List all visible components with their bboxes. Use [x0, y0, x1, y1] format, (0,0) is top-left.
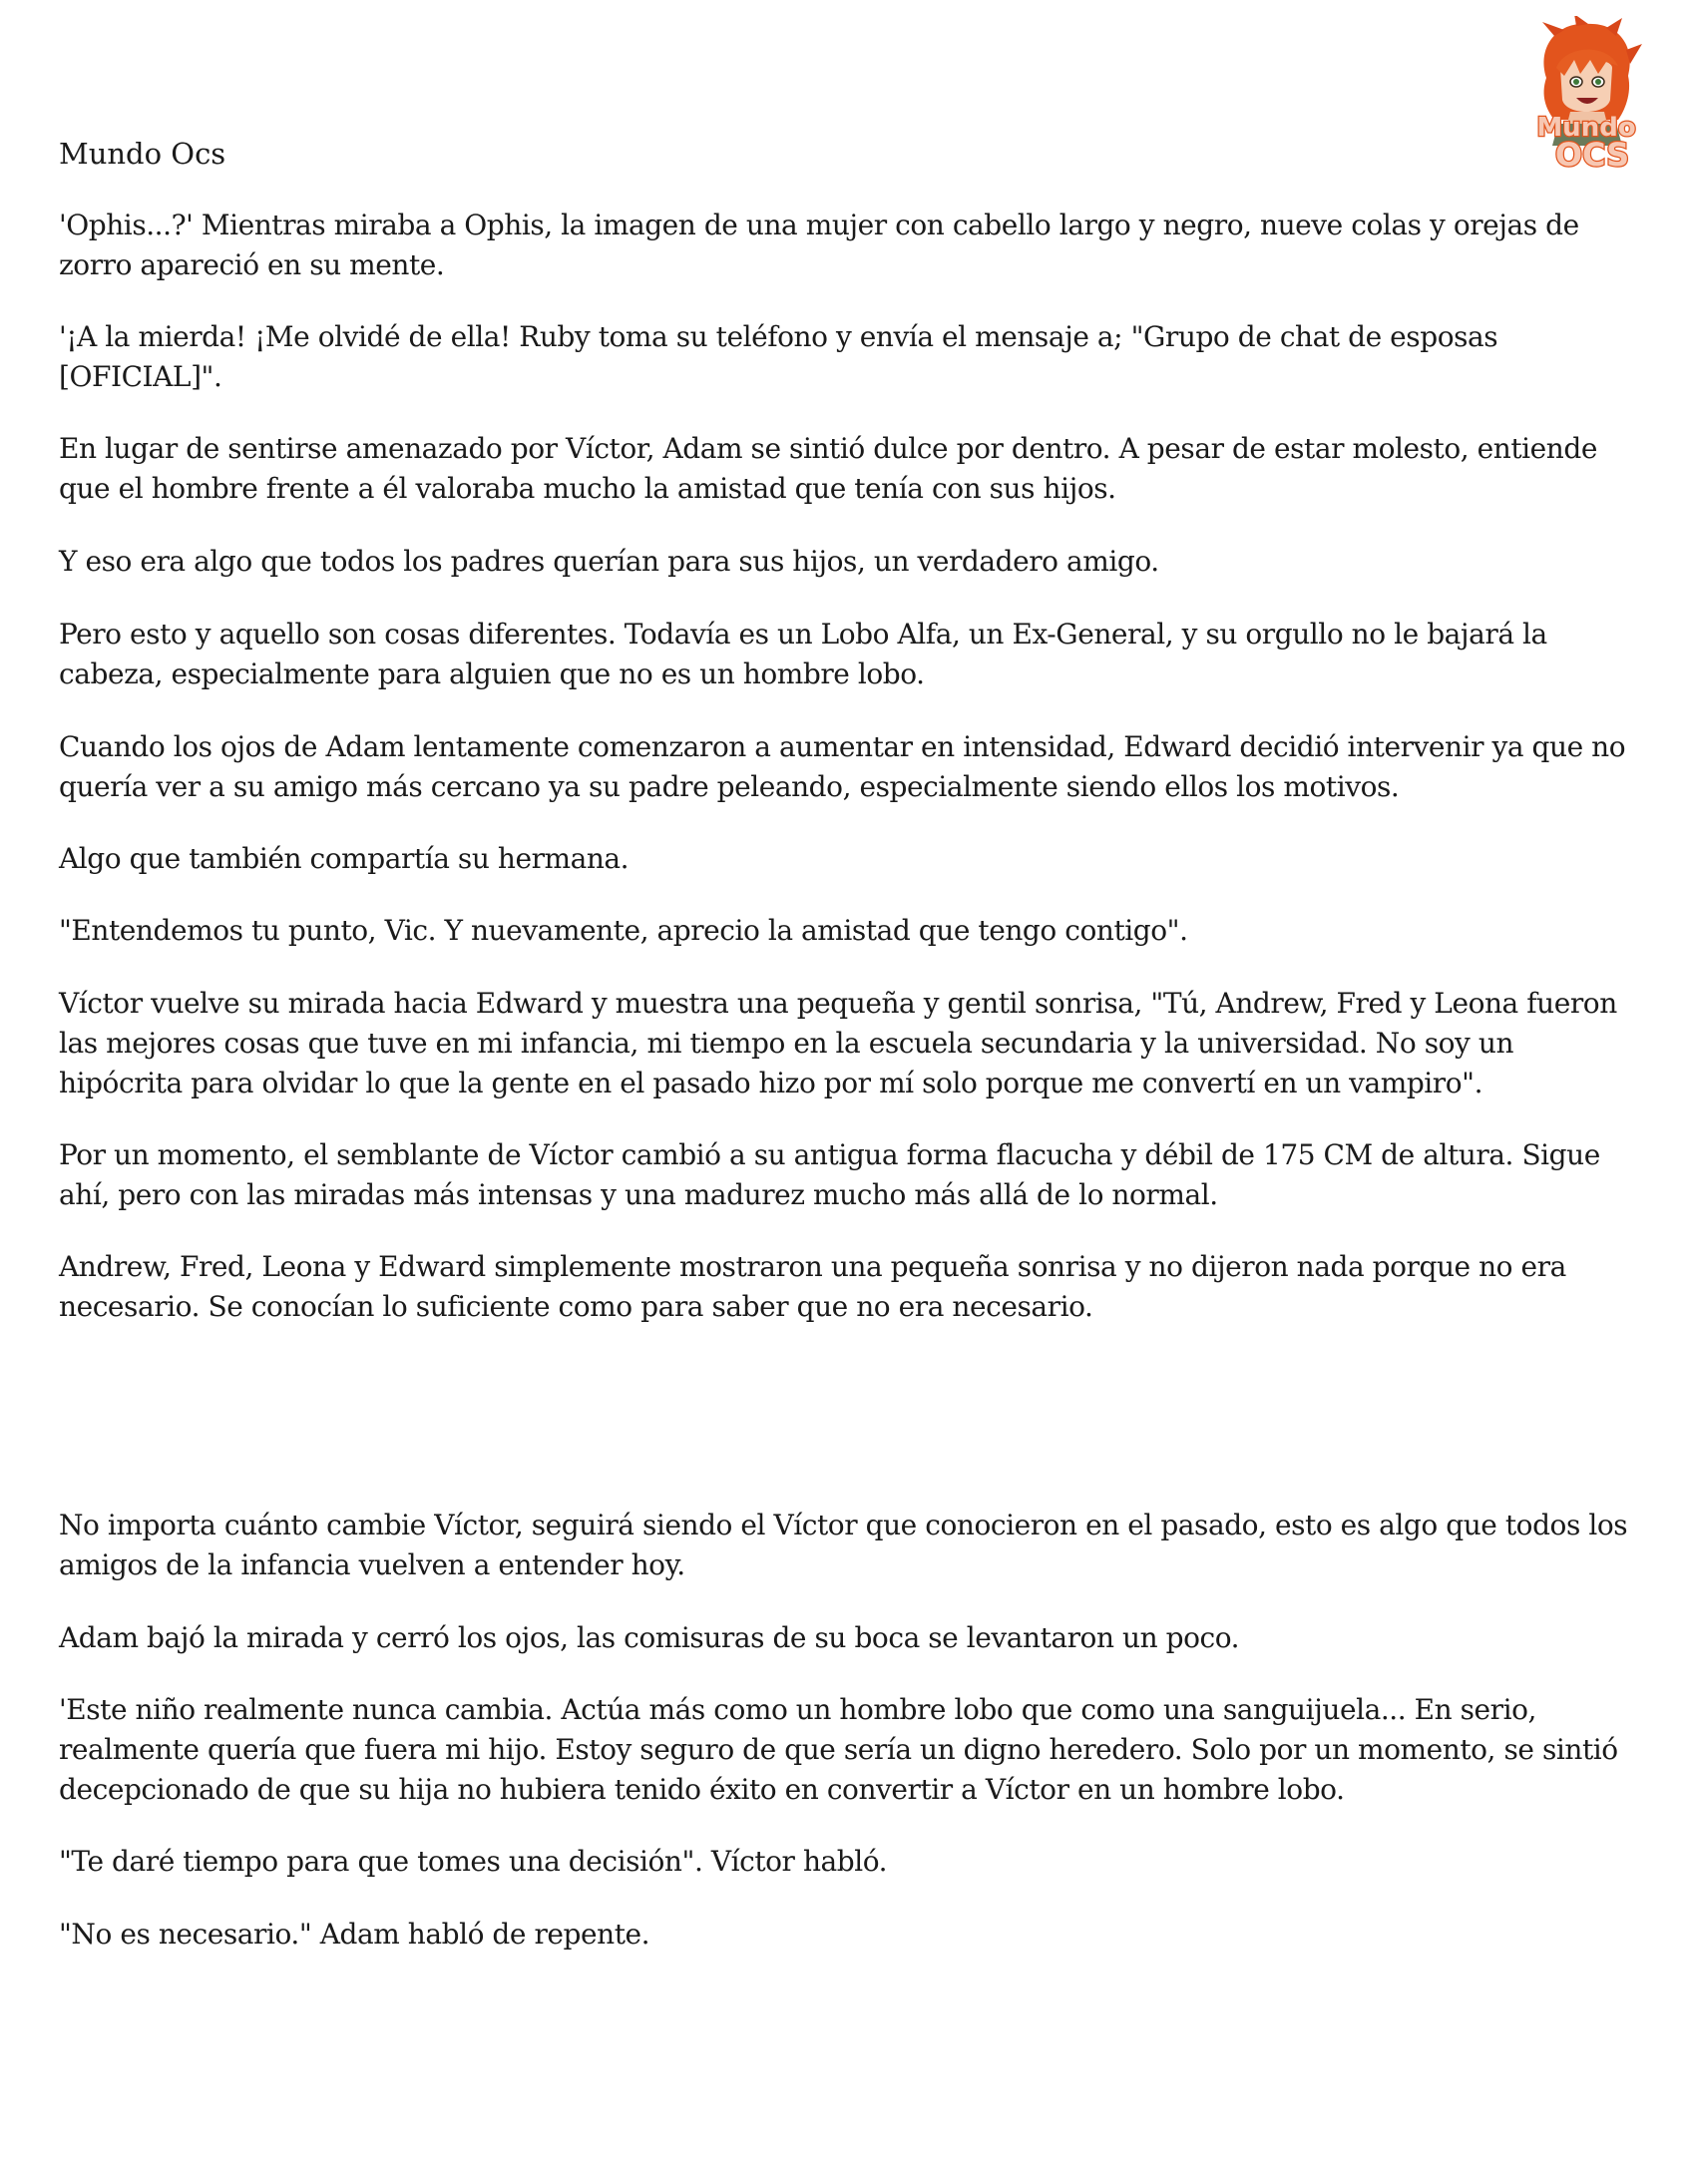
paragraph-5: Pero esto y aquello son cosas diferentes. Todavía es un Lobo Alfa, un Ex-General, y su orgullo no le bajará la cabeza, especialmente para alguien que no es un hombre lobo. [59, 618, 1547, 690]
paragraph-13: Adam bajó la mirada y cerró los ojos, las comisuras de su boca se levantaron un poco. [59, 1621, 1240, 1654]
paragraph-4: Y eso era algo que todos los padres querían para sus hijos, un verdadero amigo. [59, 545, 1159, 578]
paragraph-11: Andrew, Fred, Leona y Edward simplemente mostraron una pequeña sonrisa y no dijeron nada porque no era necesario. Se conocían lo suficiente como para saber que no era necesario. [59, 1250, 1566, 1323]
paragraph-16: "No es necesario." Adam habló de repente. [59, 1918, 650, 1951]
document-title: Mundo Ocs [59, 137, 226, 171]
mundo-ocs-logo [1506, 16, 1666, 176]
paragraph-8: "Entendemos tu punto, Vic. Y nuevamente, aprecio la amistad que tengo contigo". [59, 914, 1188, 947]
paragraph-3: En lugar de sentirse amenazado por Víctor, Adam se sintió dulce por dentro. A pesar de estar molesto, entiende que el hombre frente a él valoraba mucho la amistad que tenía con sus hijos. [59, 432, 1597, 505]
paragraph-14: 'Este niño realmente nunca cambia. Actúa más como un hombre lobo que como una sanguijuela... En serio, realmente quería que fuera mi hijo. Estoy seguro de que sería un digno heredero. Solo por un momento, se sintió decepcionado de que su hija no hubiera tenido éxito en convertir a Víctor en un hombre lobo. [59, 1693, 1618, 1806]
paragraph-1: 'Ophis...?' Mientras miraba a Ophis, la imagen de una mujer con cabello largo y negro, nueve colas y orejas de zorro apareció en su mente. [59, 209, 1579, 281]
paragraph-2: '¡A la mierda! ¡Me olvidé de ella! Ruby toma su teléfono y envía el mensaje a; "Grupo de chat de esposas [OFICIAL]". [59, 320, 1498, 393]
svg-text:OCS: OCS [1554, 136, 1630, 174]
paragraph-6: Cuando los ojos de Adam lentamente comenzaron a aumentar en intensidad, Edward decidió intervenir ya que no quería ver a su amigo más cercano ya su padre peleando, especialmente siendo ellos los motivos. [59, 730, 1626, 803]
paragraph-15: "Te daré tiempo para que tomes una decisión". Víctor habló. [59, 1845, 888, 1878]
svg-text:Mundo: Mundo [1536, 113, 1636, 143]
paragraph-9: Víctor vuelve su mirada hacia Edward y muestra una pequeña y gentil sonrisa, "Tú, Andrew, Fred y Leona fueron las mejores cosas que tuve en mi infancia, mi tiempo en la escuela secundaria y la universidad. No soy un hipócrita para olvidar lo que la gente en el pasado hizo por mí solo porque me convertí en un vampiro". [59, 987, 1617, 1099]
paragraph-12: No importa cuánto cambie Víctor, seguirá siendo el Víctor que conocieron en el pasado, esto es algo que todos los amigos de la infancia vuelven a entender hoy. [59, 1509, 1628, 1581]
paragraph-7: Algo que también compartía su hermana. [59, 842, 630, 875]
paragraph-10: Por un momento, el semblante de Víctor cambió a su antigua forma flacucha y débil de 175 CM de altura. Sigue ahí, pero con las miradas más intensas y una madurez mucho más allá de lo normal. [59, 1138, 1600, 1211]
